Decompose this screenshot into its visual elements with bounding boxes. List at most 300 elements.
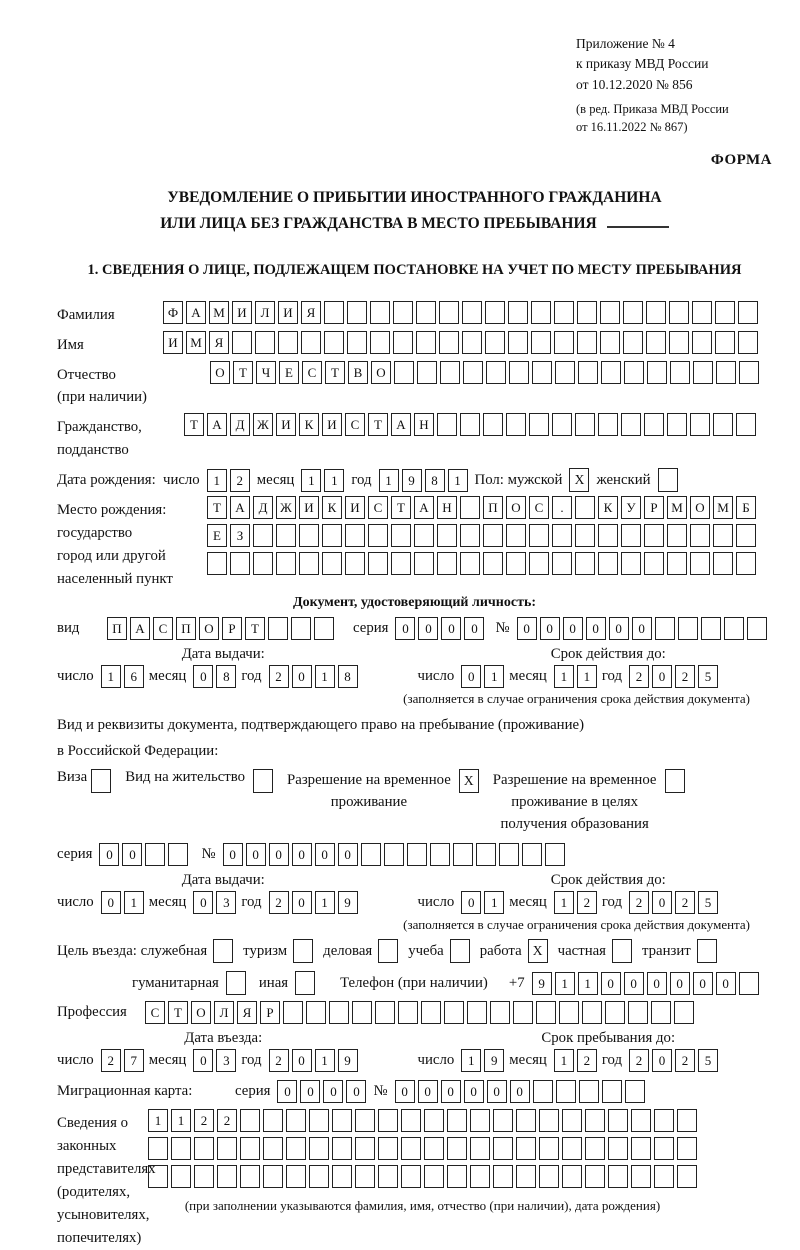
char-cell[interactable] xyxy=(378,1137,398,1160)
char-cell[interactable] xyxy=(667,413,687,436)
birth-day-input[interactable] xyxy=(207,469,250,492)
char-cell[interactable] xyxy=(437,524,457,547)
char-cell[interactable] xyxy=(608,1137,628,1160)
char-cell[interactable] xyxy=(562,1137,582,1160)
legal-reps-input-3[interactable] xyxy=(148,1165,697,1188)
visa-checkbox[interactable] xyxy=(91,769,111,793)
char-cell[interactable]: 0 xyxy=(464,1080,484,1103)
right-issue-day-input[interactable] xyxy=(101,891,144,914)
legal-reps-input-2[interactable] xyxy=(148,1137,697,1160)
birth-place-input-3[interactable] xyxy=(207,552,756,575)
char-cell[interactable] xyxy=(355,1165,375,1188)
char-cell[interactable]: 0 xyxy=(292,843,312,866)
char-cell[interactable] xyxy=(253,552,273,575)
char-cell[interactable]: Л xyxy=(214,1001,234,1024)
char-cell[interactable] xyxy=(286,1137,306,1160)
char-cell[interactable] xyxy=(460,413,480,436)
char-cell[interactable] xyxy=(263,1165,283,1188)
char-cell[interactable] xyxy=(539,1137,559,1160)
char-cell[interactable] xyxy=(690,524,710,547)
char-cell[interactable] xyxy=(207,552,227,575)
char-cell[interactable] xyxy=(194,1165,214,1188)
entry-day-input[interactable] xyxy=(101,1049,144,1072)
char-cell[interactable]: 0 xyxy=(246,843,266,866)
char-cell[interactable] xyxy=(623,301,643,324)
char-cell[interactable]: 5 xyxy=(698,1049,718,1072)
char-cell[interactable]: 1 xyxy=(315,891,335,914)
char-cell[interactable] xyxy=(462,331,482,354)
char-cell[interactable]: 0 xyxy=(193,891,213,914)
char-cell[interactable] xyxy=(601,361,621,384)
profession-input[interactable] xyxy=(145,1001,694,1024)
char-cell[interactable]: 1 xyxy=(315,1049,335,1072)
char-cell[interactable] xyxy=(532,361,552,384)
char-cell[interactable] xyxy=(585,1109,605,1132)
char-cell[interactable] xyxy=(286,1165,306,1188)
char-cell[interactable] xyxy=(715,301,735,324)
purpose-private-checkbox[interactable] xyxy=(612,939,632,963)
right-valid-month-input[interactable] xyxy=(554,891,597,914)
char-cell[interactable] xyxy=(398,1001,418,1024)
char-cell[interactable] xyxy=(309,1109,329,1132)
char-cell[interactable]: О xyxy=(690,496,710,519)
char-cell[interactable]: Н xyxy=(437,496,457,519)
char-cell[interactable] xyxy=(539,1109,559,1132)
char-cell[interactable]: Т xyxy=(233,361,253,384)
char-cell[interactable] xyxy=(486,361,506,384)
char-cell[interactable]: С xyxy=(368,496,388,519)
char-cell[interactable]: 0 xyxy=(647,972,667,995)
char-cell[interactable] xyxy=(552,552,572,575)
char-cell[interactable]: 0 xyxy=(652,665,672,688)
char-cell[interactable] xyxy=(736,524,756,547)
char-cell[interactable]: 1 xyxy=(301,469,321,492)
char-cell[interactable]: 1 xyxy=(171,1109,191,1132)
char-cell[interactable]: 0 xyxy=(632,617,652,640)
char-cell[interactable] xyxy=(217,1165,237,1188)
char-cell[interactable]: С xyxy=(302,361,322,384)
char-cell[interactable] xyxy=(724,617,744,640)
char-cell[interactable]: Ж xyxy=(276,496,296,519)
char-cell[interactable]: К xyxy=(322,496,342,519)
char-cell[interactable]: 0 xyxy=(652,1049,672,1072)
char-cell[interactable] xyxy=(424,1137,444,1160)
char-cell[interactable]: 0 xyxy=(517,617,537,640)
char-cell[interactable] xyxy=(598,524,618,547)
purpose-work-checkbox[interactable]: X xyxy=(528,939,548,963)
legal-reps-input-1[interactable] xyxy=(148,1109,697,1132)
char-cell[interactable] xyxy=(647,361,667,384)
char-cell[interactable] xyxy=(513,1001,533,1024)
char-cell[interactable] xyxy=(493,1165,513,1188)
char-cell[interactable]: 2 xyxy=(269,1049,289,1072)
char-cell[interactable] xyxy=(401,1109,421,1132)
char-cell[interactable]: 0 xyxy=(540,617,560,640)
right-number-input[interactable] xyxy=(223,843,565,866)
char-cell[interactable]: Р xyxy=(644,496,664,519)
char-cell[interactable]: 0 xyxy=(101,891,121,914)
doc-issue-month-input[interactable] xyxy=(193,665,236,688)
char-cell[interactable] xyxy=(692,331,712,354)
char-cell[interactable] xyxy=(554,331,574,354)
char-cell[interactable] xyxy=(417,361,437,384)
mc-number-input[interactable] xyxy=(395,1080,645,1103)
char-cell[interactable] xyxy=(669,331,689,354)
char-cell[interactable] xyxy=(355,1137,375,1160)
char-cell[interactable] xyxy=(314,617,334,640)
char-cell[interactable] xyxy=(577,331,597,354)
char-cell[interactable] xyxy=(345,524,365,547)
char-cell[interactable]: Д xyxy=(230,413,250,436)
char-cell[interactable]: 2 xyxy=(101,1049,121,1072)
char-cell[interactable] xyxy=(440,361,460,384)
char-cell[interactable] xyxy=(624,361,644,384)
char-cell[interactable] xyxy=(529,524,549,547)
char-cell[interactable]: 0 xyxy=(487,1080,507,1103)
purpose-business-checkbox[interactable] xyxy=(378,939,398,963)
char-cell[interactable] xyxy=(554,301,574,324)
char-cell[interactable] xyxy=(506,413,526,436)
char-cell[interactable] xyxy=(575,413,595,436)
doc-valid-year-input[interactable] xyxy=(629,665,718,688)
char-cell[interactable] xyxy=(240,1165,260,1188)
char-cell[interactable] xyxy=(483,413,503,436)
mc-series-input[interactable] xyxy=(277,1080,366,1103)
char-cell[interactable] xyxy=(309,1137,329,1160)
char-cell[interactable]: 0 xyxy=(693,972,713,995)
char-cell[interactable] xyxy=(575,552,595,575)
char-cell[interactable] xyxy=(171,1165,191,1188)
char-cell[interactable] xyxy=(667,524,687,547)
temp-residence-edu-checkbox[interactable] xyxy=(665,769,685,793)
char-cell[interactable] xyxy=(322,524,342,547)
char-cell[interactable] xyxy=(352,1001,372,1024)
char-cell[interactable]: Т xyxy=(168,1001,188,1024)
char-cell[interactable] xyxy=(324,301,344,324)
char-cell[interactable]: 1 xyxy=(484,891,504,914)
char-cell[interactable] xyxy=(393,301,413,324)
char-cell[interactable] xyxy=(529,552,549,575)
char-cell[interactable] xyxy=(148,1165,168,1188)
char-cell[interactable]: О xyxy=(191,1001,211,1024)
char-cell[interactable] xyxy=(552,524,572,547)
char-cell[interactable]: А xyxy=(230,496,250,519)
char-cell[interactable] xyxy=(736,552,756,575)
char-cell[interactable]: 0 xyxy=(122,843,142,866)
char-cell[interactable] xyxy=(368,524,388,547)
char-cell[interactable] xyxy=(529,413,549,436)
char-cell[interactable] xyxy=(536,1001,556,1024)
char-cell[interactable] xyxy=(263,1137,283,1160)
char-cell[interactable]: Е xyxy=(207,524,227,547)
char-cell[interactable] xyxy=(605,1001,625,1024)
doc-issue-year-input[interactable] xyxy=(269,665,358,688)
char-cell[interactable] xyxy=(393,331,413,354)
char-cell[interactable] xyxy=(670,361,690,384)
char-cell[interactable] xyxy=(306,1001,326,1024)
char-cell[interactable] xyxy=(276,524,296,547)
char-cell[interactable]: 0 xyxy=(441,1080,461,1103)
char-cell[interactable] xyxy=(677,1137,697,1160)
char-cell[interactable] xyxy=(391,552,411,575)
char-cell[interactable] xyxy=(677,1165,697,1188)
char-cell[interactable]: 0 xyxy=(315,843,335,866)
phone-input[interactable] xyxy=(532,972,759,995)
char-cell[interactable] xyxy=(582,1001,602,1024)
char-cell[interactable] xyxy=(299,552,319,575)
purpose-humanitarian-checkbox[interactable] xyxy=(226,971,246,995)
char-cell[interactable]: 5 xyxy=(698,891,718,914)
char-cell[interactable]: 1 xyxy=(578,972,598,995)
char-cell[interactable] xyxy=(324,331,344,354)
char-cell[interactable] xyxy=(508,301,528,324)
char-cell[interactable] xyxy=(669,301,689,324)
char-cell[interactable]: 0 xyxy=(395,617,415,640)
char-cell[interactable] xyxy=(678,617,698,640)
char-cell[interactable]: 0 xyxy=(338,843,358,866)
char-cell[interactable]: 8 xyxy=(338,665,358,688)
char-cell[interactable] xyxy=(516,1109,536,1132)
char-cell[interactable]: И xyxy=(163,331,183,354)
char-cell[interactable]: Ч xyxy=(256,361,276,384)
char-cell[interactable] xyxy=(329,1001,349,1024)
entry-month-input[interactable] xyxy=(193,1049,236,1072)
char-cell[interactable]: Я xyxy=(237,1001,257,1024)
char-cell[interactable] xyxy=(674,1001,694,1024)
right-valid-day-input[interactable] xyxy=(461,891,504,914)
temp-residence-checkbox[interactable]: X xyxy=(459,769,479,793)
char-cell[interactable]: 0 xyxy=(418,1080,438,1103)
char-cell[interactable]: Н xyxy=(414,413,434,436)
char-cell[interactable] xyxy=(194,1137,214,1160)
char-cell[interactable]: 0 xyxy=(670,972,690,995)
char-cell[interactable]: 0 xyxy=(292,665,312,688)
doc-number-input[interactable] xyxy=(517,617,767,640)
char-cell[interactable] xyxy=(437,552,457,575)
char-cell[interactable] xyxy=(232,331,252,354)
char-cell[interactable]: И xyxy=(322,413,342,436)
char-cell[interactable]: И xyxy=(232,301,252,324)
birth-place-input-2[interactable] xyxy=(207,524,756,547)
char-cell[interactable]: 0 xyxy=(269,843,289,866)
char-cell[interactable] xyxy=(416,331,436,354)
char-cell[interactable]: О xyxy=(199,617,219,640)
char-cell[interactable] xyxy=(499,843,519,866)
char-cell[interactable] xyxy=(171,1137,191,1160)
birth-month-input[interactable] xyxy=(301,469,344,492)
char-cell[interactable] xyxy=(713,524,733,547)
char-cell[interactable] xyxy=(263,1109,283,1132)
char-cell[interactable]: З xyxy=(230,524,250,547)
char-cell[interactable]: 2 xyxy=(577,1049,597,1072)
right-issue-year-input[interactable] xyxy=(269,891,358,914)
name-input[interactable] xyxy=(163,331,758,354)
char-cell[interactable]: 0 xyxy=(461,891,481,914)
char-cell[interactable]: Я xyxy=(301,301,321,324)
char-cell[interactable] xyxy=(283,1001,303,1024)
char-cell[interactable] xyxy=(462,301,482,324)
char-cell[interactable]: 0 xyxy=(99,843,119,866)
char-cell[interactable]: 5 xyxy=(698,665,718,688)
char-cell[interactable]: О xyxy=(371,361,391,384)
char-cell[interactable] xyxy=(539,1165,559,1188)
char-cell[interactable]: 0 xyxy=(193,665,213,688)
char-cell[interactable] xyxy=(255,331,275,354)
char-cell[interactable] xyxy=(230,552,250,575)
char-cell[interactable]: 1 xyxy=(148,1109,168,1132)
char-cell[interactable]: И xyxy=(299,496,319,519)
char-cell[interactable] xyxy=(747,617,767,640)
char-cell[interactable]: П xyxy=(107,617,127,640)
char-cell[interactable]: М xyxy=(667,496,687,519)
char-cell[interactable] xyxy=(299,524,319,547)
char-cell[interactable] xyxy=(286,1109,306,1132)
char-cell[interactable] xyxy=(460,524,480,547)
char-cell[interactable] xyxy=(646,301,666,324)
char-cell[interactable] xyxy=(578,361,598,384)
char-cell[interactable]: Ж xyxy=(253,413,273,436)
char-cell[interactable] xyxy=(345,552,365,575)
char-cell[interactable] xyxy=(145,843,165,866)
char-cell[interactable] xyxy=(424,1165,444,1188)
char-cell[interactable] xyxy=(579,1080,599,1103)
char-cell[interactable] xyxy=(378,1165,398,1188)
char-cell[interactable] xyxy=(701,617,721,640)
char-cell[interactable]: Б xyxy=(736,496,756,519)
residence-permit-checkbox[interactable] xyxy=(253,769,273,793)
char-cell[interactable]: 0 xyxy=(563,617,583,640)
char-cell[interactable]: А xyxy=(414,496,434,519)
char-cell[interactable] xyxy=(631,1165,651,1188)
char-cell[interactable]: 0 xyxy=(441,617,461,640)
purpose-tourism-checkbox[interactable] xyxy=(293,939,313,963)
char-cell[interactable] xyxy=(470,1165,490,1188)
patronymic-input[interactable] xyxy=(210,361,759,384)
char-cell[interactable] xyxy=(677,1109,697,1132)
char-cell[interactable]: 8 xyxy=(216,665,236,688)
char-cell[interactable]: 1 xyxy=(461,1049,481,1072)
char-cell[interactable] xyxy=(493,1109,513,1132)
char-cell[interactable] xyxy=(437,413,457,436)
char-cell[interactable]: Р xyxy=(260,1001,280,1024)
char-cell[interactable]: И xyxy=(276,413,296,436)
char-cell[interactable]: 1 xyxy=(379,469,399,492)
char-cell[interactable] xyxy=(401,1137,421,1160)
char-cell[interactable]: 1 xyxy=(124,891,144,914)
char-cell[interactable]: 3 xyxy=(216,1049,236,1072)
char-cell[interactable] xyxy=(444,1001,464,1024)
char-cell[interactable] xyxy=(522,843,542,866)
right-series-input[interactable] xyxy=(99,843,188,866)
char-cell[interactable] xyxy=(278,331,298,354)
char-cell[interactable] xyxy=(347,331,367,354)
char-cell[interactable]: 9 xyxy=(402,469,422,492)
char-cell[interactable]: 0 xyxy=(461,665,481,688)
char-cell[interactable] xyxy=(575,524,595,547)
char-cell[interactable]: Т xyxy=(245,617,265,640)
char-cell[interactable] xyxy=(690,413,710,436)
char-cell[interactable] xyxy=(713,413,733,436)
char-cell[interactable] xyxy=(370,301,390,324)
entry-year-input[interactable] xyxy=(269,1049,358,1072)
char-cell[interactable] xyxy=(309,1165,329,1188)
char-cell[interactable]: 0 xyxy=(586,617,606,640)
char-cell[interactable]: 1 xyxy=(554,1049,574,1072)
char-cell[interactable] xyxy=(414,524,434,547)
char-cell[interactable] xyxy=(508,331,528,354)
char-cell[interactable]: 1 xyxy=(554,891,574,914)
char-cell[interactable] xyxy=(430,843,450,866)
char-cell[interactable]: 2 xyxy=(269,665,289,688)
char-cell[interactable] xyxy=(713,552,733,575)
char-cell[interactable] xyxy=(463,361,483,384)
char-cell[interactable]: Р xyxy=(222,617,242,640)
char-cell[interactable] xyxy=(453,843,473,866)
char-cell[interactable] xyxy=(555,361,575,384)
char-cell[interactable]: 6 xyxy=(124,665,144,688)
char-cell[interactable] xyxy=(602,1080,622,1103)
char-cell[interactable] xyxy=(407,843,427,866)
char-cell[interactable] xyxy=(253,524,273,547)
doc-series-input[interactable] xyxy=(395,617,484,640)
char-cell[interactable] xyxy=(384,843,404,866)
char-cell[interactable]: 7 xyxy=(124,1049,144,1072)
char-cell[interactable] xyxy=(370,331,390,354)
char-cell[interactable]: 8 xyxy=(425,469,445,492)
char-cell[interactable]: 3 xyxy=(216,891,236,914)
char-cell[interactable]: 2 xyxy=(629,665,649,688)
char-cell[interactable] xyxy=(577,301,597,324)
char-cell[interactable] xyxy=(168,843,188,866)
char-cell[interactable]: А xyxy=(186,301,206,324)
char-cell[interactable]: Ф xyxy=(163,301,183,324)
char-cell[interactable]: 2 xyxy=(577,891,597,914)
char-cell[interactable]: У xyxy=(621,496,641,519)
char-cell[interactable] xyxy=(654,1137,674,1160)
birth-place-input-1[interactable] xyxy=(207,496,756,519)
char-cell[interactable] xyxy=(562,1165,582,1188)
char-cell[interactable]: Т xyxy=(325,361,345,384)
char-cell[interactable] xyxy=(355,1109,375,1132)
char-cell[interactable]: А xyxy=(391,413,411,436)
char-cell[interactable] xyxy=(416,301,436,324)
char-cell[interactable] xyxy=(516,1137,536,1160)
char-cell[interactable]: 1 xyxy=(577,665,597,688)
char-cell[interactable]: М xyxy=(186,331,206,354)
char-cell[interactable]: 0 xyxy=(601,972,621,995)
char-cell[interactable] xyxy=(506,524,526,547)
char-cell[interactable] xyxy=(552,413,572,436)
doc-valid-month-input[interactable] xyxy=(554,665,597,688)
char-cell[interactable]: 9 xyxy=(338,891,358,914)
surname-input[interactable] xyxy=(163,301,758,324)
char-cell[interactable] xyxy=(608,1165,628,1188)
char-cell[interactable]: 0 xyxy=(464,617,484,640)
char-cell[interactable] xyxy=(470,1109,490,1132)
char-cell[interactable] xyxy=(485,301,505,324)
char-cell[interactable] xyxy=(600,331,620,354)
char-cell[interactable] xyxy=(240,1137,260,1160)
char-cell[interactable]: 2 xyxy=(675,1049,695,1072)
char-cell[interactable]: 0 xyxy=(716,972,736,995)
char-cell[interactable]: 9 xyxy=(484,1049,504,1072)
char-cell[interactable] xyxy=(506,552,526,575)
char-cell[interactable] xyxy=(655,617,675,640)
char-cell[interactable] xyxy=(531,331,551,354)
char-cell[interactable] xyxy=(631,1109,651,1132)
char-cell[interactable] xyxy=(516,1165,536,1188)
char-cell[interactable] xyxy=(470,1137,490,1160)
